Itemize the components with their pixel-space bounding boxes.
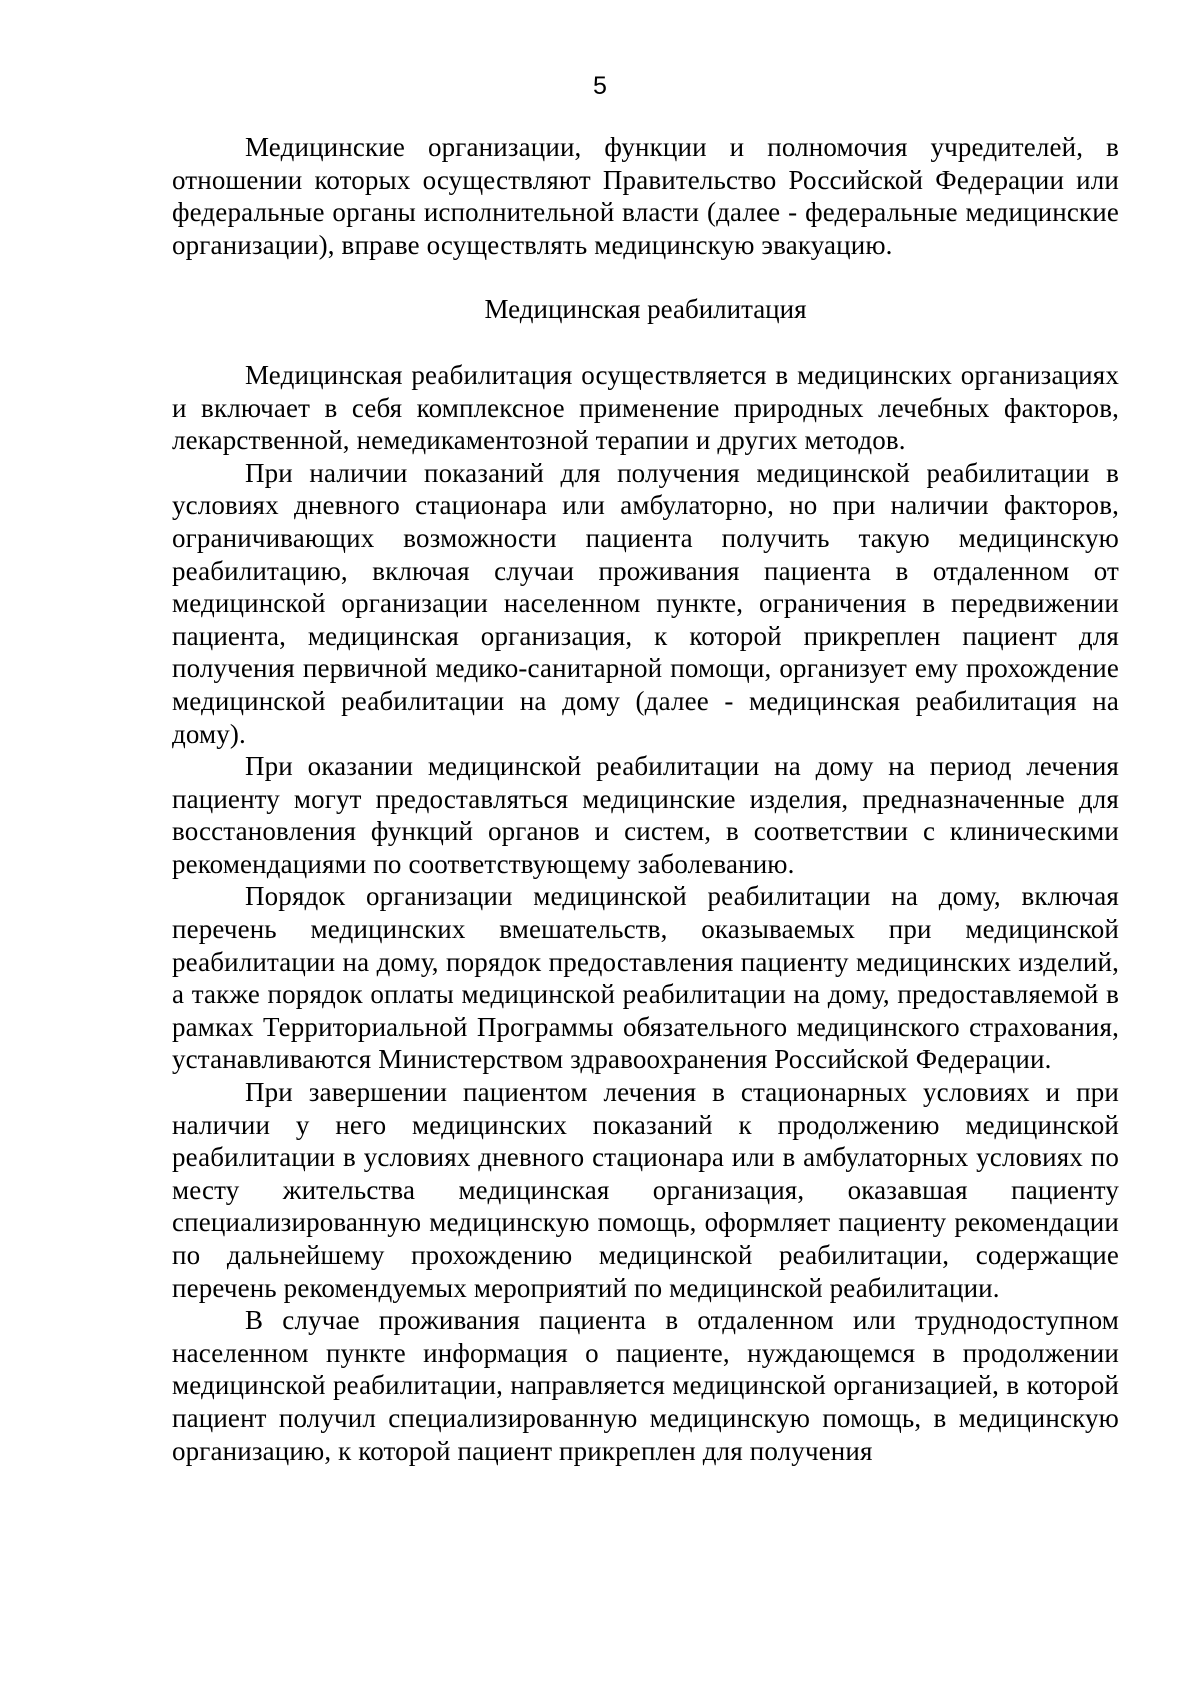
paragraph-medical-devices: При оказании медицинской реабилитации на дому на период лечения пациенту могут предоставляться медицинские изделия, предназначенные для восстановления функций органов и систем, в соответствии с клиническими рекомендациями по соответствующему заболеванию.	[172, 751, 1119, 879]
paragraph-rehabilitation-definition: Медицинская реабилитация осуществляется в медицинских организациях и включает в себя комплексное применение природных лечебных факторов, лекарственной, немедикаментозной терапии и других методов.	[172, 359, 1119, 456]
section-heading-rehabilitation: Медицинская реабилитация	[484, 294, 807, 325]
spacer	[172, 326, 1119, 359]
paragraph-remote-settlement: В случае проживания пациента в отдаленном или труднодоступном населенном пункте информация о пациенте, нуждающемся в продолжении медицинской реабилитации, направляется медицинской организацией, в которой пациент получил специализированную медицинскую помощь, в медицинскую организацию, к которой пациент прикреплен для получения	[172, 1305, 1119, 1466]
paragraph-procedure: Порядок организации медицинской реабилитации на дому, включая перечень медицинских вмешательств, оказываемых при медицинской реабилитации на дому, порядок предоставления пациенту медицинских изделий, а также порядок оплаты медицинской реабилитации на дому, предоставляемой в рамках Территориальной Программы обязательного медицинского страхования, устанавливаются Министерством здравоохранения Российской Федерации.	[172, 881, 1119, 1075]
paragraph-home-rehabilitation: При наличии показаний для получения медицинской реабилитации в условиях дневного стационара или амбулаторно, но при наличии факторов, ограничивающих возможности пациента получить такую медицинскую реабилитацию, включая случаи проживания пациента в отдаленном от медицинской организации населенном пункте, ограничения в передвижении пациента, медицинская организация, к которой прикреплен пациент для получения первичной медико-санитарной помощи, организует ему прохождение медицинской реабилитации на дому (далее - медицинская реабилитация на дому).	[172, 457, 1119, 749]
paragraph-federal-organizations: Медицинские организации, функции и полномочия учредителей, в отношении которых осуществляют Правительство Российской Федерации или федеральные органы исполнительной власти (далее - федеральные медицинские организации), вправе осуществлять медицинскую эвакуацию.	[172, 132, 1119, 260]
paragraph-discharge-recommendations: При завершении пациентом лечения в стационарных условиях и при наличии у него медицинских показаний к продолжению медицинской реабилитации в условиях дневного стационара или в амбулаторных условиях по месту жительства медицинская организация, оказавшая пациенту специализированную медицинскую помощь, оформляет пациенту рекомендации по дальнейшему прохождению медицинской реабилитации, содержащие перечень рекомендуемых мероприятий по медицинской реабилитации.	[172, 1077, 1119, 1303]
document-body	[172, 131, 1119, 1467]
spacer	[172, 261, 1119, 293]
page-number: 5	[593, 72, 607, 100]
